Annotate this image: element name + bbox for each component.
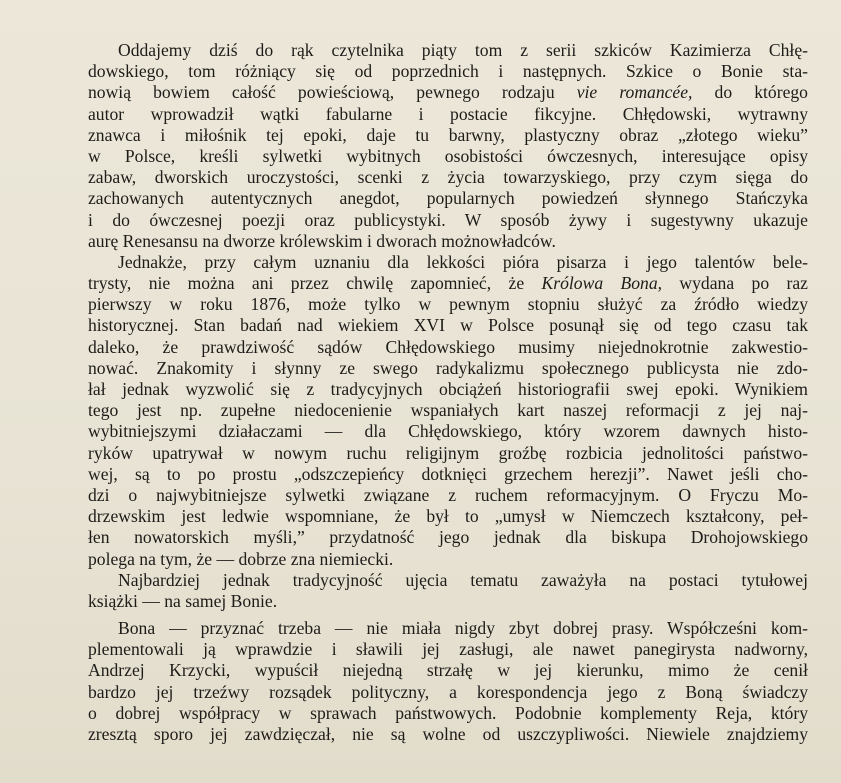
text-line: pierwszy w roku 1876, może tylko w pewnym stopniu służyć za źródło wiedzy: [88, 294, 808, 315]
text-line: drzewskim jest ledwie wspomniane, że był to „umysł w Niemczech kształcony, peł-: [88, 506, 808, 527]
body-text: [88, 40, 808, 745]
text-line: dzi o najwybitniejsze sylwetki związane z ruchem reformacyjnym. O Fryczu Mo-: [88, 484, 808, 505]
text-line: i do ówczesnej poezji oraz publicystyki. W sposób żywy i sugestywny ukazuje: [88, 209, 808, 230]
paragraph-3: [88, 570, 808, 612]
text-line: aurę Renesansu na dworze królewskim i dworach możnowładców.: [88, 230, 556, 251]
text-line: łał jednak wyzwolić się z tradycyjnych obciążeń historiografii swej epoki. Wynikiem: [88, 379, 808, 399]
text-line: plementowali ją wprawdzie i sławili jej zasługi, ale nawet panegirysta nadworny,: [88, 639, 808, 660]
text-line: Oddajemy dziś do rąk czytelnika piąty tom z serii szkiców Kazimierza Chłę-: [118, 40, 808, 60]
text-line: [88, 82, 808, 103]
text-line: nować. Znakomity i słynny ze swego radykalizmu społecznego publicysta nie zdo-: [88, 357, 808, 378]
text-line: Najbardziej jednak tradycyjność ujęcia tematu zaważyła na postaci tytułowej: [118, 569, 808, 590]
text-line: bardzo jej trzeźwy rozsądek polityczny, a korespondencja jego z Boną świadczy: [88, 681, 808, 702]
text-line: historycznej. Stan badań nad wiekiem XVI w Polsce posunął się od tego czasu tak: [88, 315, 808, 336]
text-line: o dobrej współpracy w sprawach państwowych. Podobnie komplementy Reja, który: [88, 702, 808, 723]
text-line: [88, 273, 808, 294]
text-line: daleko, że prawdziwość sądów Chłędowskiego musimy niejednokrotnie zakwestio-: [88, 336, 808, 357]
italic-title: vie romancée,: [576, 82, 693, 103]
text-line: polega na tym, że — dobrze zna niemiecki.: [88, 548, 394, 569]
text-line: zresztą sporo jej zawdzięczał, nie są wolne od uszczypliwości. Niewiele znajdziemy: [88, 724, 808, 744]
italic-title: Królowa Bona,: [541, 273, 663, 294]
text-line: książki — na samej Bonie.: [88, 590, 278, 611]
text-line: tego jest np. zupełne niedocenienie wspaniałych kart naszej reformacji z jej naj-: [88, 400, 808, 421]
text-line: Jednakże, przy całym uznaniu dla lekkości pióra pisarza i jego talentów bele-: [118, 251, 808, 272]
paragraph-1: [88, 40, 808, 252]
text-line: łen nowatorskich myśli,” przydatność jego jednak dla biskupa Drohojowskiego: [88, 527, 808, 548]
text-line: Bona — przyznać trzeba — nie miała nigdy zbyt dobrej prasy. Współcześni kom-: [118, 618, 808, 639]
text-segment: wydana po raz: [662, 273, 808, 294]
text-line: wybitniejszymi działaczami — dla Chłędowskiego, który wzorem dawnych histo-: [88, 421, 808, 442]
text-segment: do którego: [692, 82, 808, 103]
text-line: zabaw, dworskich uroczystości, scenki z życia towarzyskiego, przy czym sięga do: [88, 167, 808, 188]
text-line: zachowanych autentycznych anegdot, popularnych powiedzeń słynnego Stańczyka: [88, 188, 808, 209]
text-line: Andrzej Krzycki, wypuścił niejedną strzałę w jej kierunku, mimo że cenił: [88, 660, 808, 681]
paragraph-4: [88, 618, 808, 745]
text-line: dowskiego, tom różniący się od poprzednich i następnych. Szkice o Bonie sta-: [88, 61, 808, 82]
text-line: ryków upatrywał w nowym ruchu religijnym groźbę rozbicia jednolitości państwo-: [88, 442, 808, 463]
text-line: wej, są to po prostu „odszczepieńcy dotknięci grzechem herezji”. Nawet jeśli cho-: [88, 463, 808, 484]
text-line: znawca i miłośnik tej epoki, daje tu barwny, plastyczny obraz „złotego wieku”: [88, 124, 808, 145]
text-segment: nowią bowiem całość powieściową, pewnego rodzaju: [88, 82, 577, 103]
text-segment: trysty, nie można ani przez chwilę zapomnieć, że: [88, 273, 542, 294]
text-line: autor wprowadził wątki fabularne i postacie fikcyjne. Chłędowski, wytrawny: [88, 103, 808, 124]
text-line: w Polsce, kreśli sylwetki wybitnych osobistości ówczesnych, interesujące opisy: [88, 145, 808, 166]
paragraph-2: [88, 252, 808, 570]
